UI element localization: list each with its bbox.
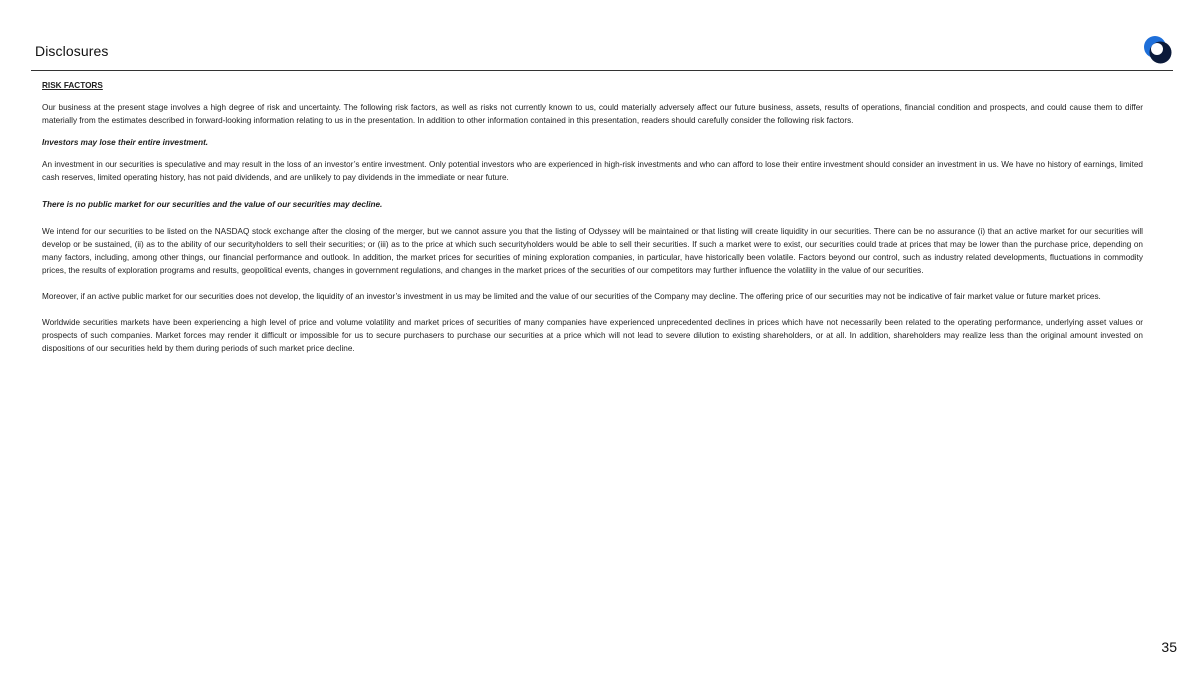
risk-heading-no-public-market: There is no public market for our securities and the value of our securities may decline. <box>42 200 383 209</box>
disclosure-body <box>42 79 1143 364</box>
risk-body-no-public-market-1: We intend for our securities to be listed on the NASDAQ stock exchange after the closing of the merger, but we cannot assure you that the listing of Odyssey will be maintained or that listing will create liquidity in our securities. There can be no assurance (i) that an active market for our securities will develop or be sustained, (ii) as to the ability of our securityholders to sell their securities; or (iii) as to the price at which such securityholders would be able to sell their securities. If such a market were to exist, our securities could trade at prices that may be lower than the purchase price, depending on many factors, including, among other things, our financial performance and outlook. In addition, the market prices for securities of mining exploration companies, in particular, have historically been volatile. Factors beyond our control, such as industry related developments, fluctuations in commodity prices, the results of exploration programs and results, geopolitical events, changes in government regulations, and changes in the market prices of the securities of our competitors may further influence the volatility in the value of our securities. <box>42 227 1143 275</box>
risk-body-no-public-market-3: Worldwide securities markets have been experiencing a high level of price and volume volatility and market prices of securities of many companies have experienced unprecedented declines in prices which have not necessarily been related to the operating performance, underlying asset values or prospects of such companies. Market forces may render it difficult or impossible for us to secure purchasers to purchase our securities at a price which will not lead to severe dilution to existing shareholders, or at all. In addition, shareholders may realize less than the original amount invested on dispositions of our securities held by them during periods of such market price decline. <box>42 318 1143 353</box>
risk-body-no-public-market-2: Moreover, if an active public market for our securities does not develop, the liquidity of an investor’s investment in us may be limited and the value of our securities of the Company may decline. The offering price of our securities may not be indicative of fair market value or future market prices. <box>42 292 1101 301</box>
page-number: 35 <box>1161 639 1177 655</box>
header-divider <box>31 70 1173 71</box>
intro-paragraph: Our business at the present stage involves a high degree of risk and uncertainty. The following risk factors, as well as risks not currently known to us, could materially adversely affect our future business, assets, results of operations, financial condition and prospects, and could cause them to differ materially from the estimates described in forward-looking information relating to us in the presentation. In addition to other information contained in this presentation, readers should carefully consider the following risk factors. <box>42 103 1143 125</box>
page-title: Disclosures <box>35 43 109 59</box>
risk-heading-investment-loss: Investors may lose their entire investment. <box>42 138 209 147</box>
company-logo-icon <box>1143 35 1173 65</box>
section-title: RISK FACTORS <box>42 81 103 90</box>
risk-body-investment-loss: An investment in our securities is speculative and may result in the loss of an investor’s entire investment. Only potential investors who are experienced in high-risk investments and who can afford to lose their entire investment should consider an investment in us. We have no history of earnings, limited cash reserves, limited operating history, has not paid dividends, and are unlikely to pay dividends in the immediate or near future. <box>42 160 1143 182</box>
